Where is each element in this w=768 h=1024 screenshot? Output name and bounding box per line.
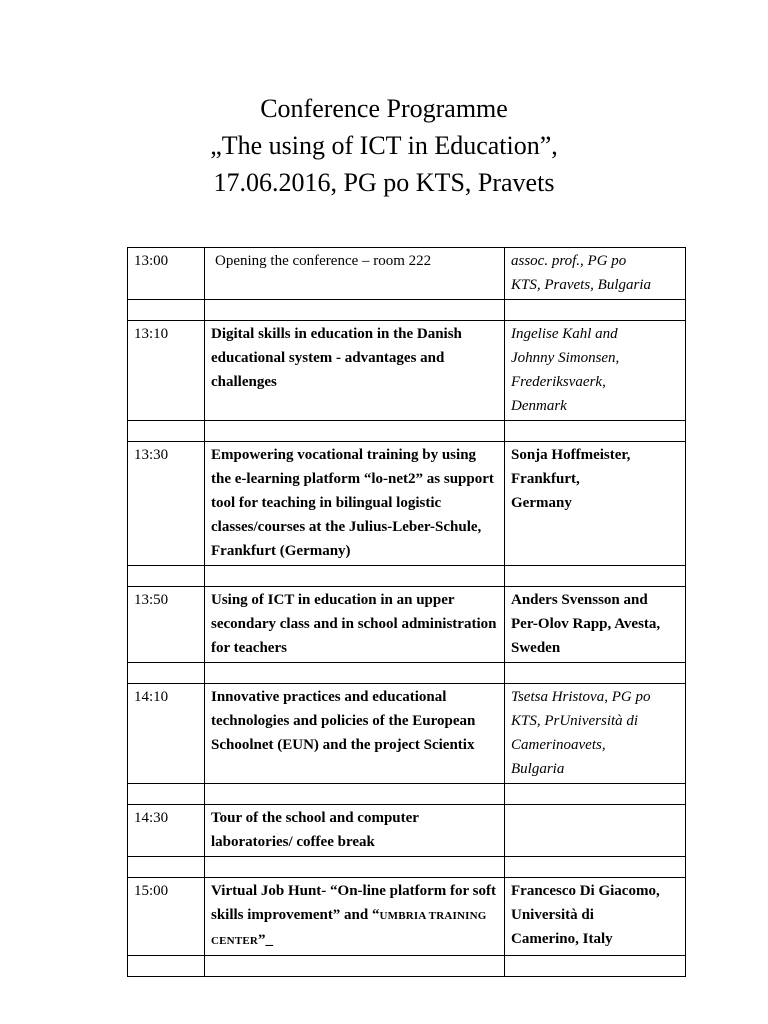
topic-text: Tour of the school and computer laboratories/ coffee break [211, 810, 419, 850]
time-cell: 13:10 [128, 321, 205, 421]
speaker-cell [505, 684, 686, 784]
programme-row [128, 442, 686, 566]
speaker-line: Camerino, Italy [511, 931, 613, 947]
speaker-line: Bulgaria [511, 761, 565, 777]
spacer-cell [205, 300, 505, 321]
speaker-cell [505, 321, 686, 421]
topic-tail: ”_ [258, 932, 274, 948]
topic-text: Using of ICT in education in an upper secondary class and in school administration for teachers [211, 592, 497, 656]
spacer-cell [505, 956, 686, 977]
topic-text: Digital skills in education in the Danish educational system - advantages and challenges [211, 326, 462, 390]
speaker-cell [505, 442, 686, 566]
speaker-line: Frankfurt, [511, 471, 580, 487]
spacer-cell [205, 421, 505, 442]
time-cell: 13:30 [128, 442, 205, 566]
spacer-cell [505, 663, 686, 684]
speaker-line: Camerinoavets, [511, 737, 606, 753]
title-line-1: Conference Programme [260, 94, 508, 123]
time-cell: 14:30 [128, 805, 205, 857]
speaker-line: Università di [511, 907, 594, 923]
programme-row [128, 248, 686, 300]
topic-text: Innovative practices and educational technologies and policies of the European Schoolnet (EUN) and the project Scientix [211, 689, 476, 753]
spacer-cell [128, 300, 205, 321]
spacer-cell [205, 566, 505, 587]
time-cell: 13:00 [128, 248, 205, 300]
spacer-cell [505, 421, 686, 442]
title-line-3: 17.06.2016, PG po KTS, Pravets [213, 168, 555, 197]
programme-table [127, 247, 686, 977]
title-line-2: „The using of ICT in Education”, [210, 131, 558, 160]
topic-cell [205, 805, 505, 857]
speaker-cell [505, 805, 686, 857]
spacer-cell [205, 857, 505, 878]
spacer-row [128, 300, 686, 321]
spacer-cell [505, 566, 686, 587]
topic-cell [205, 878, 505, 956]
spacer-row [128, 784, 686, 805]
spacer-row [128, 857, 686, 878]
document-title [0, 90, 768, 201]
speaker-cell [505, 248, 686, 300]
speaker-line: Sonja Hoffmeister, [511, 447, 631, 463]
spacer-cell [128, 857, 205, 878]
spacer-cell [128, 784, 205, 805]
spacer-cell [205, 663, 505, 684]
time-cell: 13:50 [128, 587, 205, 663]
speaker-line: Germany [511, 495, 572, 511]
topic-text: Opening the conference – room 222 [215, 253, 432, 269]
programme-row [128, 878, 686, 956]
time-cell: 15:00 [128, 878, 205, 956]
spacer-cell [128, 663, 205, 684]
spacer-cell [128, 956, 205, 977]
speaker-line: Per-Olov Rapp, Avesta, [511, 616, 661, 632]
speaker-line: KTS, Pravets, Bulgaria [511, 277, 652, 293]
speaker-line: Johnny Simonsen, [511, 350, 620, 366]
speaker-line: Frederiksvaerk, [511, 374, 606, 390]
spacer-row [128, 956, 686, 977]
topic-text: Empowering vocational training by using the e-learning platform “lo-net2” as support tool for teaching in bilingual logistic classes/courses at the Julius-Leber-Schule, Frankfurt (Germany) [211, 447, 494, 559]
spacer-cell [505, 857, 686, 878]
speaker-line: Tsetsa Hristova, PG po [511, 689, 651, 705]
spacer-cell [205, 784, 505, 805]
programme-row [128, 805, 686, 857]
spacer-row [128, 663, 686, 684]
spacer-cell [505, 784, 686, 805]
programme-row [128, 587, 686, 663]
speaker-line: Denmark [511, 398, 567, 414]
speaker-line: Ingelise Kahl and [511, 326, 618, 342]
speaker-line: KTS, PrUniversità di [511, 713, 639, 729]
spacer-cell [128, 566, 205, 587]
spacer-cell [128, 421, 205, 442]
topic-cell [205, 587, 505, 663]
speaker-line: Francesco Di Giacomo, [511, 883, 660, 899]
topic-cell [205, 248, 505, 300]
programme-row [128, 321, 686, 421]
speaker-line: Sweden [511, 640, 561, 656]
topic-small-caps: UMBRIA TRAINING CENTER [211, 910, 487, 947]
speaker-cell [505, 878, 686, 956]
topic-cell [205, 442, 505, 566]
spacer-cell [205, 956, 505, 977]
topic-text: Virtual Job Hunt- “On-line platform for soft skills improvement” and “ [211, 883, 496, 923]
topic-cell [205, 321, 505, 421]
time-cell: 14:10 [128, 684, 205, 784]
speaker-cell [505, 587, 686, 663]
topic-cell [205, 684, 505, 784]
speaker-line: assoc. prof., PG po [511, 253, 627, 269]
spacer-row [128, 566, 686, 587]
speaker-line: Anders Svensson and [511, 592, 648, 608]
spacer-row [128, 421, 686, 442]
programme-row [128, 684, 686, 784]
spacer-cell [505, 300, 686, 321]
